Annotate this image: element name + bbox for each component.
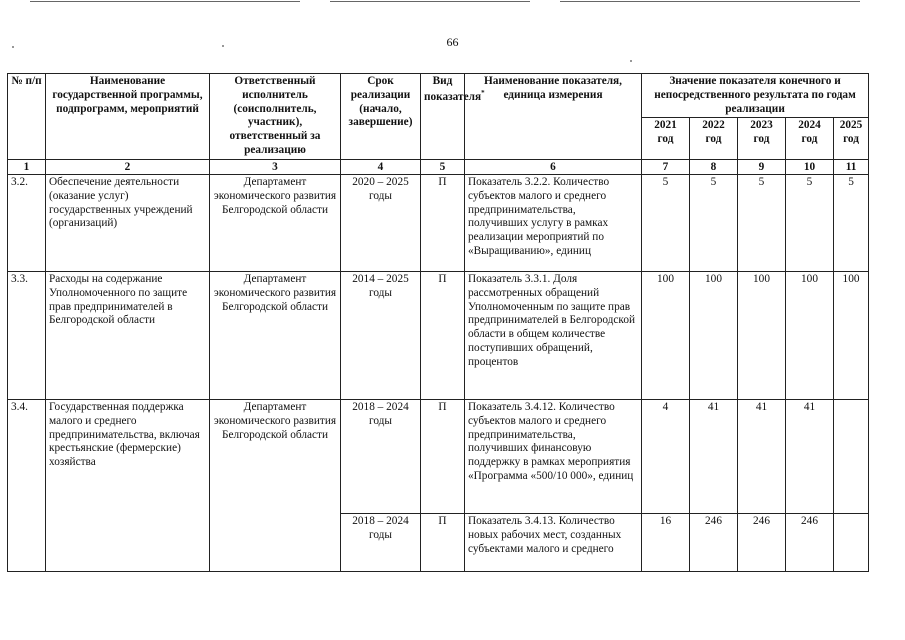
indicator-type: П [421, 175, 465, 272]
value-2022: 5 [690, 175, 738, 272]
table-row [8, 400, 869, 514]
value-2021: 5 [642, 175, 690, 272]
term: 2020 – 2025 годы [341, 175, 421, 272]
column-number: 3 [210, 159, 341, 174]
indicators-table [7, 73, 869, 572]
header-row [8, 74, 869, 118]
column-number: 7 [642, 159, 690, 174]
footnote-mark: * [481, 88, 485, 97]
value-2023: 41 [738, 400, 786, 514]
indicator-type: П [421, 400, 465, 514]
value-2023: 100 [738, 272, 786, 400]
table-row [8, 175, 869, 272]
value-2024: 5 [786, 175, 834, 272]
term: 2014 – 2025 годы [341, 272, 421, 400]
value-2025: 100 [834, 272, 869, 400]
indicator: Показатель 3.3.1. Доля рассмотренных обращений Уполномоченным по защите прав предпринимателей в Белгородской области в общем количестве поступивших обращений, процентов [465, 272, 642, 400]
column-number: 6 [465, 159, 642, 174]
value-2022: 100 [690, 272, 738, 400]
column-number: 9 [738, 159, 786, 174]
header-values: Значение показателя конечного и непосредственного результата по годам реализации [642, 74, 869, 118]
page-number: 66 [446, 35, 459, 49]
value-2025: 5 [834, 175, 869, 272]
value-2025 [834, 400, 869, 514]
indicator: Показатель 3.4.12. Количество субъектов малого и среднего предпринимательства, получивших финансовую поддержку в рамках мероприятия «Программа «500/10 000», единиц [465, 400, 642, 514]
row-number: 3.3. [8, 272, 46, 400]
value-2021: 100 [642, 272, 690, 400]
measure-name: Расходы на содержание Уполномоченного по защите прав предпринимателей в Белгородской области [46, 272, 210, 400]
term: 2018 – 2024 годы [341, 400, 421, 514]
column-number: 1 [8, 159, 46, 174]
value-2024: 100 [786, 272, 834, 400]
executor: Департамент экономического развития Белгородской области [210, 175, 341, 272]
value-2022: 246 [690, 514, 738, 572]
column-number: 2 [46, 159, 210, 174]
indicator-type: П [421, 514, 465, 572]
value-2024: 246 [786, 514, 834, 572]
table-row [8, 272, 869, 400]
indicator-type: П [421, 272, 465, 400]
measure-name: Государственная поддержка малого и среднего предпринимательства, включая крестьянские (фермерские) хозяйства [46, 400, 210, 572]
value-2021: 16 [642, 514, 690, 572]
header-name: Наименование государственной программы, подпрограмм, мероприятий [46, 74, 210, 160]
header-year: 2022 год [690, 118, 738, 159]
header-type: Вид показателя* [421, 74, 465, 160]
scan-edge [0, 0, 905, 4]
value-2024: 41 [786, 400, 834, 514]
column-number-row [8, 159, 869, 174]
scan-speck [630, 60, 632, 62]
header-executor: Ответственный исполнитель (соисполнитель, участник), ответственный за реализацию [210, 74, 341, 160]
column-number: 4 [341, 159, 421, 174]
column-number: 8 [690, 159, 738, 174]
row-number: 3.2. [8, 175, 46, 272]
value-2025 [834, 514, 869, 572]
column-number: 5 [421, 159, 465, 174]
value-2023: 5 [738, 175, 786, 272]
header-year: 2021 год [642, 118, 690, 159]
header-term: Срок реализации (начало, завершение) [341, 74, 421, 160]
indicator: Показатель 3.2.2. Количество субъектов малого и среднего предпринимательства, получивших услугу в рамках реализации мероприятий по «Выращиванию», единиц [465, 175, 642, 272]
header-indicator: Наименование показателя, единица измерения [465, 74, 642, 160]
header-year: 2023 год [738, 118, 786, 159]
row-number: 3.4. [8, 400, 46, 572]
column-number: 11 [834, 159, 869, 174]
executor: Департамент экономического развития Белгородской области [210, 400, 341, 572]
indicator: Показатель 3.4.13. Количество новых рабочих мест, созданных субъектами малого и среднего [465, 514, 642, 572]
value-2022: 41 [690, 400, 738, 514]
header-num: № п/п [8, 74, 46, 160]
header-year: 2025 год [834, 118, 869, 159]
column-number: 10 [786, 159, 834, 174]
term: 2018 – 2024 годы [341, 514, 421, 572]
value-2023: 246 [738, 514, 786, 572]
measure-name: Обеспечение деятельности (оказание услуг) государственных учреждений (организаций) [46, 175, 210, 272]
value-2021: 4 [642, 400, 690, 514]
header-year: 2024 год [786, 118, 834, 159]
executor: Департамент экономического развития Белгородской области [210, 272, 341, 400]
